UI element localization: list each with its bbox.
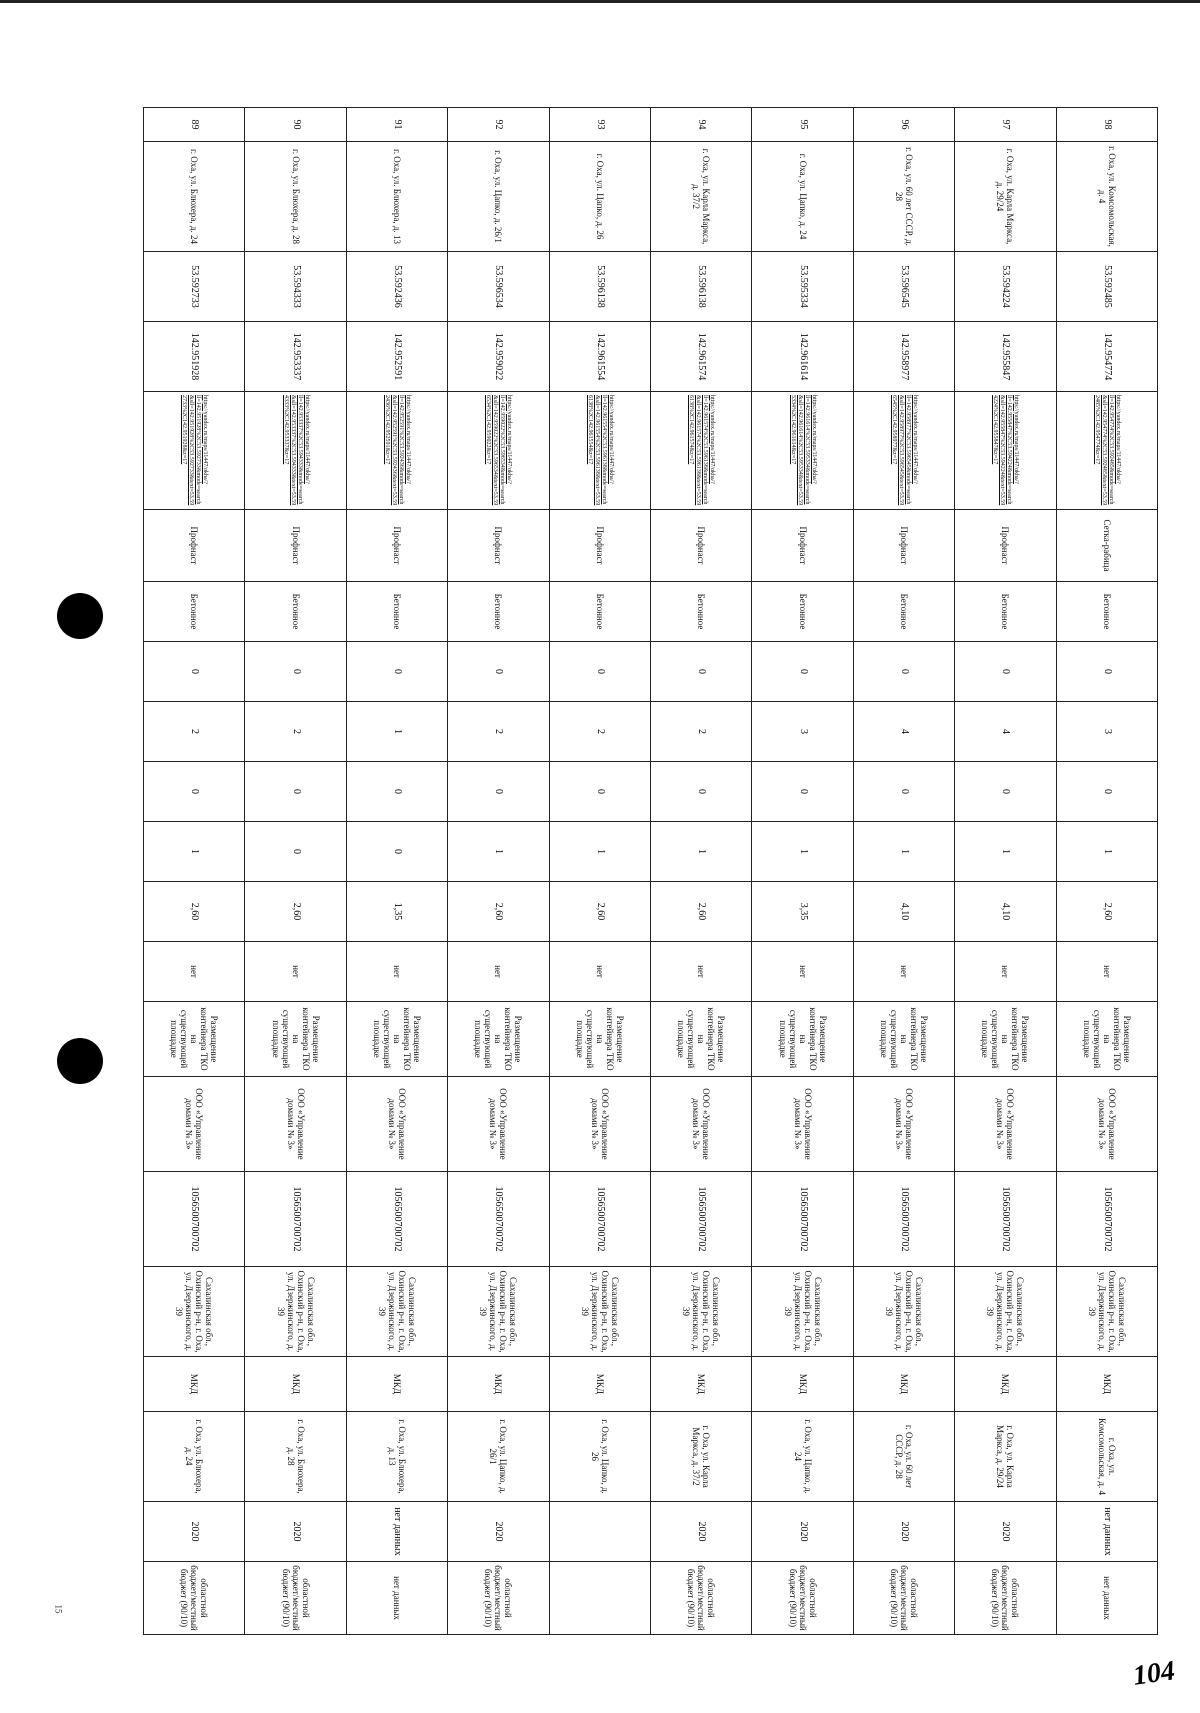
area-value: 2,60 xyxy=(651,882,752,942)
rotated-table-frame xyxy=(143,107,1158,1631)
longitude: 142.952591 xyxy=(346,322,447,392)
count-c: 0 xyxy=(955,762,1056,822)
count-c: 0 xyxy=(448,762,549,822)
serviced-address: г. Оха, ул. Блюхера, д. 28 xyxy=(245,1412,346,1502)
year-value: 2020 xyxy=(651,1502,752,1562)
count-d: 1 xyxy=(955,822,1056,882)
fence-type: Профнаст xyxy=(346,510,447,582)
map-link[interactable]: https://yandex.ru/maps/11447/okha/?ll=142.952591%2C53.592436&mode=search&sll=142.952591%2C53.592436&text=53.592436%2C142.952591&z=17 xyxy=(346,392,447,510)
area-value: 4,10 xyxy=(955,882,1056,942)
container-count: 4 xyxy=(955,702,1056,762)
cover-flag: нет xyxy=(1056,942,1157,1002)
count-a: 0 xyxy=(245,642,346,702)
surface-type: Бетонное xyxy=(448,582,549,642)
source-type: МКД xyxy=(448,1357,549,1412)
owner-address: Сахалинская обл., Охинский р-н, г. Оха, ул. Дзержинского, д. 39 xyxy=(853,1267,954,1357)
row-number: 89 xyxy=(144,108,245,142)
finance-source: областной бюджет/местный бюджет (90/10) xyxy=(245,1562,346,1635)
row-number: 91 xyxy=(346,108,447,142)
year-value: 2020 xyxy=(853,1502,954,1562)
surface-type: Бетонное xyxy=(549,582,650,642)
purpose-text: Размещение контейнера ТКО на существующей площадке xyxy=(144,1002,245,1077)
purpose-text: Размещение контейнера ТКО на существующей площадке xyxy=(1056,1002,1157,1077)
owner-name: ООО «Управление домами № 3» xyxy=(448,1077,549,1172)
purpose-text: Размещение контейнера ТКО на существующей площадке xyxy=(448,1002,549,1077)
table-row xyxy=(955,108,1056,1635)
cover-flag: нет xyxy=(245,942,346,1002)
site-address: г. Оха, ул. Цапко, д. 26 xyxy=(549,142,650,252)
site-address: г. Оха, ул. Цапко, д. 24 xyxy=(752,142,853,252)
fence-type: Профнаст xyxy=(448,510,549,582)
area-value: 4,10 xyxy=(853,882,954,942)
source-type: МКД xyxy=(346,1357,447,1412)
owner-name: ООО «Управление домами № 3» xyxy=(752,1077,853,1172)
latitude: 53.596138 xyxy=(549,252,650,322)
surface-type: Бетонное xyxy=(955,582,1056,642)
owner-name: ООО «Управление домами № 3» xyxy=(651,1077,752,1172)
ogrn-number: 1056500700702 xyxy=(955,1172,1056,1267)
owner-address: Сахалинская обл., Охинский р-н, г. Оха, ул. Дзержинского, д. 39 xyxy=(955,1267,1056,1357)
count-c: 0 xyxy=(144,762,245,822)
latitude: 53.596534 xyxy=(448,252,549,322)
row-number: 98 xyxy=(1056,108,1157,142)
site-address: г. Оха, ул. Блюхера, д. 13 xyxy=(346,142,447,252)
table-row xyxy=(448,108,549,1635)
site-address: г. Оха, ул. Блюхера, д. 24 xyxy=(144,142,245,252)
ogrn-number: 1056500700702 xyxy=(448,1172,549,1267)
area-value: 2,60 xyxy=(1056,882,1157,942)
serviced-address: г. Оха, ул. Цапко, д. 24 xyxy=(752,1412,853,1502)
count-c: 0 xyxy=(752,762,853,822)
surface-type: Бетонное xyxy=(346,582,447,642)
latitude: 53.594224 xyxy=(955,252,1056,322)
map-link[interactable]: https://yandex.ru/maps/11447/okha/?ll=142.953337%2C53.594333&mode=search&sll=142.953337%2C53.594333&text=53.594333%2C142.953337&z=17 xyxy=(245,392,346,510)
fence-type: Профнаст xyxy=(853,510,954,582)
owner-address: Сахалинская обл., Охинский р-н, г. Оха, ул. Дзержинского, д. 39 xyxy=(549,1267,650,1357)
owner-name: ООО «Управление домами № 3» xyxy=(549,1077,650,1172)
finance-source xyxy=(549,1562,650,1635)
year-value: 2020 xyxy=(245,1502,346,1562)
cover-flag: нет xyxy=(346,942,447,1002)
count-d: 1 xyxy=(651,822,752,882)
finance-source: областной бюджет/местный бюджет (90/10) xyxy=(752,1562,853,1635)
count-d: 1 xyxy=(549,822,650,882)
cover-flag: нет xyxy=(144,942,245,1002)
row-number: 97 xyxy=(955,108,1056,142)
surface-type: Бетонное xyxy=(651,582,752,642)
fence-type: Сетка-рабица xyxy=(1056,510,1157,582)
fence-type: Профнаст xyxy=(245,510,346,582)
count-a: 0 xyxy=(955,642,1056,702)
area-value: 2,60 xyxy=(549,882,650,942)
binder-hole-bottom xyxy=(57,1038,103,1084)
container-count: 2 xyxy=(144,702,245,762)
year-value: нет данных xyxy=(1056,1502,1157,1562)
purpose-text: Размещение контейнера ТКО на существующей площадке xyxy=(955,1002,1056,1077)
surface-type: Бетонное xyxy=(245,582,346,642)
container-count: 4 xyxy=(853,702,954,762)
count-c: 0 xyxy=(1056,762,1157,822)
map-link[interactable]: https://yandex.ru/maps/11447/okha/?ll=142.961614%2C53.595334&mode=search&sll=142.961614%2C53.595334&text=53.595334%2C142.961614&z=17 xyxy=(752,392,853,510)
side-mark: 15 xyxy=(53,1604,64,1614)
ogrn-number: 1056500700702 xyxy=(752,1172,853,1267)
table-row xyxy=(651,108,752,1635)
map-link[interactable]: https://yandex.ru/maps/11447/okha/?ll=142.959022%2C53.596534&mode=search&sll=142.959022%2C53.596534&text=53.596534%2C142.959022&z=17 xyxy=(448,392,549,510)
year-value xyxy=(549,1502,650,1562)
longitude: 142.961614 xyxy=(752,322,853,392)
table-row xyxy=(346,108,447,1635)
cover-flag: нет xyxy=(651,942,752,1002)
count-c: 0 xyxy=(853,762,954,822)
count-a: 0 xyxy=(448,642,549,702)
owner-name: ООО «Управление домами № 3» xyxy=(245,1077,346,1172)
finance-source: областной бюджет/местный бюджет (90/10) xyxy=(144,1562,245,1635)
count-d: 1 xyxy=(144,822,245,882)
fence-type: Профнаст xyxy=(955,510,1056,582)
cover-flag: нет xyxy=(955,942,1056,1002)
rotated-table-sheet xyxy=(143,107,1158,1631)
year-value: 2020 xyxy=(752,1502,853,1562)
serviced-address: г. Оха, ул. Карла Маркса, д. 29/24 xyxy=(955,1412,1056,1502)
longitude: 142.954774 xyxy=(1056,322,1157,392)
serviced-address: г. Оха, ул. Карла Маркса, д. 37/2 xyxy=(651,1412,752,1502)
longitude: 142.955847 xyxy=(955,322,1056,392)
purpose-text: Размещение контейнера ТКО на существующей площадке xyxy=(346,1002,447,1077)
map-link[interactable]: https://yandex.ru/maps/11447/okha/?ll=142.958977%2C53.596545&mode=search&sll=142.958977%2C53.596545&text=53.596545%2C142.958977&z=17 xyxy=(853,392,954,510)
area-value: 2,60 xyxy=(144,882,245,942)
latitude: 53.595334 xyxy=(752,252,853,322)
map-link[interactable]: https://yandex.ru/maps/11447/okha/?ll=142.961554%2C53.596138&mode=search&sll=142.961554%2C53.596138&text=53.596138%2C142.961554&z=17 xyxy=(549,392,650,510)
site-address: г. Оха, ул. Карла Маркса, д. 29/24 xyxy=(955,142,1056,252)
count-a: 0 xyxy=(752,642,853,702)
source-type: МКД xyxy=(955,1357,1056,1412)
serviced-address: г. Оха, ул. Блюхера, д. 24 xyxy=(144,1412,245,1502)
register-table xyxy=(143,107,1158,1635)
source-type: МКД xyxy=(144,1357,245,1412)
latitude: 53.592485 xyxy=(1056,252,1157,322)
owner-address: Сахалинская обл., Охинский р-н, г. Оха, ул. Дзержинского, д. 39 xyxy=(245,1267,346,1357)
ogrn-number: 1056500700702 xyxy=(346,1172,447,1267)
map-link[interactable]: https://yandex.ru/maps/11447/okha/?ll=142.961574%2C53.596138&mode=search&sll=142.961574%2C53.596138&text=53.596138%2C142.961574&z=17 xyxy=(651,392,752,510)
area-value: 2,60 xyxy=(448,882,549,942)
map-link[interactable]: https://yandex.ru/maps/11447/okha/?ll=142.955847%2C53.594224&mode=search&sll=142.955847%2C53.594224&text=53.594224%2C142.955847&z=17 xyxy=(955,392,1056,510)
count-a: 0 xyxy=(549,642,650,702)
serviced-address: г. Оха, ул. Цапко, д. 26 xyxy=(549,1412,650,1502)
row-number: 93 xyxy=(549,108,650,142)
purpose-text: Размещение контейнера ТКО на существующей площадке xyxy=(245,1002,346,1077)
year-value: 2020 xyxy=(955,1502,1056,1562)
container-count: 2 xyxy=(549,702,650,762)
map-link[interactable]: https://yandex.ru/maps/11447/okha/?ll=142.951928%2C53.592733&mode=search&sll=142.951928%2C53.592733&text=53.592733%2C142.951928&z=17 xyxy=(144,392,245,510)
owner-name: ООО «Управление домами № 3» xyxy=(955,1077,1056,1172)
purpose-text: Размещение контейнера ТКО на существующей площадке xyxy=(752,1002,853,1077)
longitude: 142.953337 xyxy=(245,322,346,392)
finance-source: областной бюджет/местный бюджет (90/10) xyxy=(448,1562,549,1635)
count-d: 0 xyxy=(245,822,346,882)
container-count: 3 xyxy=(752,702,853,762)
table-row xyxy=(1056,108,1157,1635)
row-number: 92 xyxy=(448,108,549,142)
area-value: 1,35 xyxy=(346,882,447,942)
ogrn-number: 1056500700702 xyxy=(549,1172,650,1267)
table-row xyxy=(144,108,245,1635)
source-type: МКД xyxy=(752,1357,853,1412)
fence-type: Профнаст xyxy=(144,510,245,582)
latitude: 53.596545 xyxy=(853,252,954,322)
source-type: МКД xyxy=(651,1357,752,1412)
area-value: 3,35 xyxy=(752,882,853,942)
ogrn-number: 1056500700702 xyxy=(144,1172,245,1267)
ogrn-number: 1056500700702 xyxy=(1056,1172,1157,1267)
serviced-address: г. Оха, ул. Комсомольская, д. 4 xyxy=(1056,1412,1157,1502)
source-type: МКД xyxy=(853,1357,954,1412)
serviced-address: г. Оха, ул. 60 лет СССР, д. 28 xyxy=(853,1412,954,1502)
longitude: 142.958977 xyxy=(853,322,954,392)
latitude: 53.594333 xyxy=(245,252,346,322)
table-row xyxy=(853,108,954,1635)
finance-source: областной бюджет/местный бюджет (90/10) xyxy=(651,1562,752,1635)
row-number: 96 xyxy=(853,108,954,142)
count-a: 0 xyxy=(1056,642,1157,702)
cover-flag: нет xyxy=(549,942,650,1002)
cover-flag: нет xyxy=(752,942,853,1002)
year-value: нет данных xyxy=(346,1502,447,1562)
owner-address: Сахалинская обл., Охинский р-н, г. Оха, ул. Дзержинского, д. 39 xyxy=(346,1267,447,1357)
count-a: 0 xyxy=(651,642,752,702)
finance-source: нет данных xyxy=(1056,1562,1157,1635)
surface-type: Бетонное xyxy=(752,582,853,642)
serviced-address: г. Оха, ул. Цапко, д. 26/1 xyxy=(448,1412,549,1502)
count-c: 0 xyxy=(245,762,346,822)
owner-address: Сахалинская обл., Охинский р-н, г. Оха, ул. Дзержинского, д. 39 xyxy=(144,1267,245,1357)
finance-source: нет данных xyxy=(346,1562,447,1635)
finance-source: областной бюджет/местный бюджет (90/10) xyxy=(853,1562,954,1635)
count-a: 0 xyxy=(144,642,245,702)
fence-type: Профнаст xyxy=(549,510,650,582)
count-c: 0 xyxy=(549,762,650,822)
container-count: 1 xyxy=(346,702,447,762)
row-number: 95 xyxy=(752,108,853,142)
site-address: г. Оха, ул. 60 лет СССР, д. 28 xyxy=(853,142,954,252)
purpose-text: Размещение контейнера ТКО на существующей площадке xyxy=(549,1002,650,1077)
table-row xyxy=(245,108,346,1635)
owner-address: Сахалинская обл., Охинский р-н, г. Оха, ул. Дзержинского, д. 39 xyxy=(1056,1267,1157,1357)
site-address: г. Оха, ул. Карла Маркса, д. 37/2 xyxy=(651,142,752,252)
latitude: 53.596138 xyxy=(651,252,752,322)
row-number: 94 xyxy=(651,108,752,142)
year-value: 2020 xyxy=(448,1502,549,1562)
row-number: 90 xyxy=(245,108,346,142)
serviced-address: г. Оха, ул. Блюхера, д. 13 xyxy=(346,1412,447,1502)
container-count: 3 xyxy=(1056,702,1157,762)
purpose-text: Размещение контейнера ТКО на существующей площадке xyxy=(651,1002,752,1077)
table-row xyxy=(752,108,853,1635)
count-d: 1 xyxy=(853,822,954,882)
site-address: г. Оха, ул. Блюхера, д. 28 xyxy=(245,142,346,252)
owner-name: ООО «Управление домами № 3» xyxy=(853,1077,954,1172)
ogrn-number: 1056500700702 xyxy=(245,1172,346,1267)
purpose-text: Размещение контейнера ТКО на существующей площадке xyxy=(853,1002,954,1077)
scan-top-edge xyxy=(0,0,1200,3)
count-c: 0 xyxy=(346,762,447,822)
source-type: МКД xyxy=(245,1357,346,1412)
site-address: г. Оха, ул. Цапко, д. 26/1 xyxy=(448,142,549,252)
count-c: 0 xyxy=(651,762,752,822)
ogrn-number: 1056500700702 xyxy=(853,1172,954,1267)
fence-type: Профнаст xyxy=(752,510,853,582)
year-value: 2020 xyxy=(144,1502,245,1562)
latitude: 53.592733 xyxy=(144,252,245,322)
longitude: 142.959022 xyxy=(448,322,549,392)
handwritten-page-number: 104 xyxy=(1130,1655,1177,1692)
owner-address: Сахалинская обл., Охинский р-н, г. Оха, ул. Дзержинского, д. 39 xyxy=(448,1267,549,1357)
surface-type: Бетонное xyxy=(853,582,954,642)
count-a: 0 xyxy=(346,642,447,702)
owner-address: Сахалинская обл., Охинский р-н, г. Оха, ул. Дзержинского, д. 39 xyxy=(651,1267,752,1357)
site-address: г. Оха, ул. Комсомольская, д. 4 xyxy=(1056,142,1157,252)
owner-name: ООО «Управление домами № 3» xyxy=(144,1077,245,1172)
source-type: МКД xyxy=(549,1357,650,1412)
count-d: 1 xyxy=(1056,822,1157,882)
owner-name: ООО «Управление домами № 3» xyxy=(1056,1077,1157,1172)
count-a: 0 xyxy=(853,642,954,702)
count-d: 1 xyxy=(448,822,549,882)
area-value: 2,60 xyxy=(245,882,346,942)
finance-source: областной бюджет/местный бюджет (90/10) xyxy=(955,1562,1056,1635)
owner-name: ООО «Управление домами № 3» xyxy=(346,1077,447,1172)
map-link[interactable]: https://yandex.ru/maps/11447/okha/?ll=142.954774%2C53.592485&mode=search&sll=142.954774%2C53.592485&text=53.592485%2C142.954774&z=17 xyxy=(1056,392,1157,510)
table-row xyxy=(549,108,650,1635)
latitude: 53.592436 xyxy=(346,252,447,322)
binder-hole-top xyxy=(57,593,103,639)
cover-flag: нет xyxy=(448,942,549,1002)
source-type: МКД xyxy=(1056,1357,1157,1412)
surface-type: Бетонное xyxy=(1056,582,1157,642)
container-count: 2 xyxy=(651,702,752,762)
ogrn-number: 1056500700702 xyxy=(651,1172,752,1267)
count-d: 1 xyxy=(752,822,853,882)
longitude: 142.961554 xyxy=(549,322,650,392)
container-count: 2 xyxy=(245,702,346,762)
fence-type: Профнаст xyxy=(651,510,752,582)
longitude: 142.961574 xyxy=(651,322,752,392)
count-d: 0 xyxy=(346,822,447,882)
longitude: 142.951928 xyxy=(144,322,245,392)
container-count: 2 xyxy=(448,702,549,762)
cover-flag: нет xyxy=(853,942,954,1002)
surface-type: Бетонное xyxy=(144,582,245,642)
owner-address: Сахалинская обл., Охинский р-н, г. Оха, ул. Дзержинского, д. 39 xyxy=(752,1267,853,1357)
